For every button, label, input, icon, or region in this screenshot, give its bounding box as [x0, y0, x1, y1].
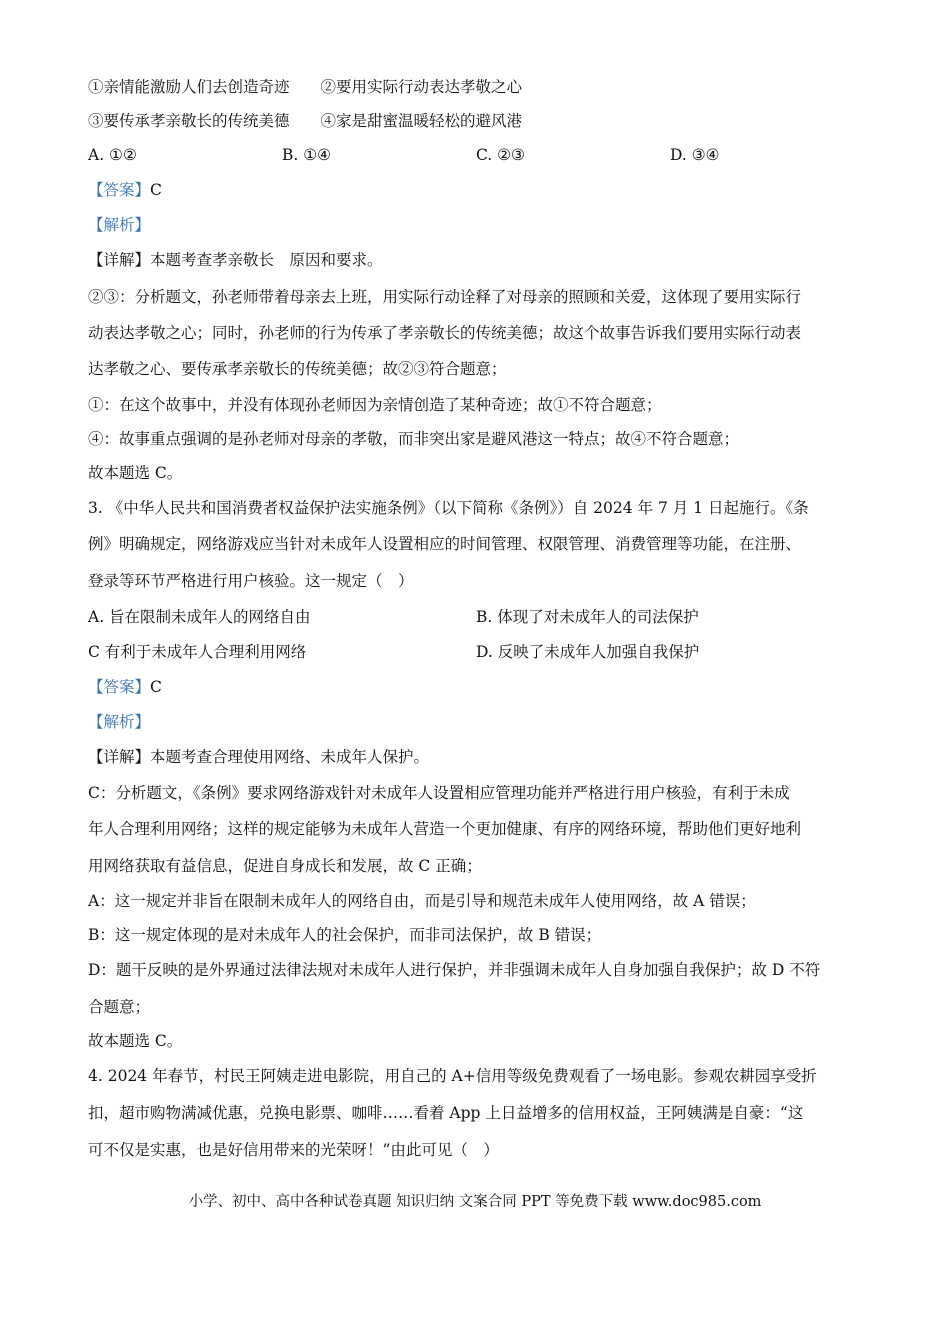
- detail-line-7: 故本题选 C。: [88, 464, 183, 482]
- detail-line-3: 动表达孝敬之心；同时，孙老师的行为传承了孝亲敬长的传统美德；故这个故事告诉我们要用实际行动表: [88, 324, 802, 342]
- statement-line-2: ③要传承孝亲敬长的传统美德 ④家是甜蜜温暖轻松的避风港: [88, 112, 523, 130]
- option-c: C. ②③: [476, 146, 525, 164]
- answer-line: [88, 179, 868, 201]
- q3-detail-line-3: 年人合理利用网络；这样的规定能够为未成年人营造一个更加健康、有序的网络环境，帮助他们更好地利: [88, 820, 802, 838]
- answer-tag: 【答案】: [88, 181, 151, 199]
- q3-detail-line-1: [88, 746, 868, 768]
- q4-stem-line-3: 可不仅是实惠，也是好信用带来的光荣呀！”由此可见（ ）: [88, 1141, 499, 1159]
- q3-stem-line-3: 登录等环节严格进行用户核验。这一规定（ ）: [88, 572, 414, 590]
- detail-line-6: ④：故事重点强调的是孙老师对母亲的孝敬，而非突出家是避风港这一特点；故④不符合题意；: [88, 430, 740, 448]
- q3-stem-line-1: 3. 《中华人民共和国消费者权益保护法实施条例》（以下简称《条例》）自 2024 年 7 月 1 日起施行。《条: [88, 499, 809, 517]
- detail-line-5: ①：在这个故事中，并没有体现孙老师因为亲情创造了某种奇迹；故①不符合题意；: [88, 396, 662, 414]
- q3-detail-line-9: 故本题选 C。: [88, 1032, 183, 1050]
- q3-detail-line-4: 用网络获取有益信息，促进自身成长和发展，故 C 正确；: [88, 857, 482, 875]
- detail-line-2: ②③：分析题文，孙老师带着母亲去上班，用实际行动诠释了对母亲的照顾和关爱，这体现了要用实际行: [88, 288, 802, 306]
- q3-answer-line: [88, 676, 868, 698]
- answer-value: C: [150, 181, 162, 199]
- q3-detail-tag: 【详解】: [88, 748, 151, 766]
- q3-option-a: A. 旨在限制未成年人的网络自由: [88, 608, 311, 626]
- analysis-tag: 【解析】: [88, 216, 151, 234]
- detail-text: 本题考查孝亲敬长 原因和要求。: [150, 251, 383, 269]
- analysis-line: [88, 214, 868, 236]
- q3-detail-line-7: D：题干反映的是外界通过法律法规对未成年人进行保护，并非强调未成年人自身加强自我保护；故 D 不符: [88, 961, 821, 979]
- q3-detail-text: 本题考查合理使用网络、未成年人保护。: [150, 748, 430, 766]
- page-footer: 小学、初中、高中各种试卷真题 知识归纳 文案合同 PPT 等免费下载 www.doc985.com: [188, 1194, 762, 1210]
- detail-line-1: [88, 249, 868, 271]
- detail-tag: 【详解】: [88, 251, 151, 269]
- q3-answer-value: C: [150, 678, 162, 696]
- q3-answer-tag: 【答案】: [88, 678, 151, 696]
- option-d: D. ③④: [670, 146, 720, 164]
- option-b: B. ①④: [282, 146, 332, 164]
- q4-stem-line-1: 4. 2024 年春节，村民王阿姨走进电影院，用自己的 A+信用等级免费观看了一场电影。参观农耕园享受折: [88, 1067, 817, 1085]
- statement-line-1: ①亲情能激励人们去创造奇迹 ②要用实际行动表达孝敬之心: [88, 78, 523, 96]
- detail-line-4: 达孝敬之心、要传承孝亲敬长的传统美德；故②③符合题意；: [88, 360, 507, 378]
- q3-analysis-tag: 【解析】: [88, 713, 151, 731]
- q3-option-d: D. 反映了未成年人加强自我保护: [476, 643, 700, 661]
- q3-option-b: B. 体现了对未成年人的司法保护: [476, 608, 699, 626]
- q3-detail-line-6: B：这一规定体现的是对未成年人的社会保护，而非司法保护，故 B 错误；: [88, 926, 602, 944]
- q3-detail-line-2: C：分析题文，《条例》要求网络游戏针对未成年人设置相应管理功能并严格进行用户核验，有利于未成: [88, 784, 790, 802]
- q4-stem-line-2: 扣，超市购物满减优惠，兑换电影票、咖啡……看着 App 上日益增多的信用权益，王阿姨满是自豪：“这: [88, 1104, 804, 1122]
- q3-analysis-line: [88, 711, 868, 733]
- q3-detail-line-5: A：这一规定并非旨在限制未成年人的网络自由，而是引导和规范未成年人使用网络，故 A 错误；: [88, 892, 756, 910]
- option-a: A. ①②: [88, 146, 137, 164]
- q3-option-c: C 有利于未成年人合理利用网络: [88, 643, 307, 661]
- q3-detail-line-8: 合题意；: [88, 998, 151, 1016]
- q3-stem-line-2: 例》明确规定，网络游戏应当针对未成年人设置相应的时间管理、权限管理、消费管理等功能，在注册、: [88, 535, 802, 553]
